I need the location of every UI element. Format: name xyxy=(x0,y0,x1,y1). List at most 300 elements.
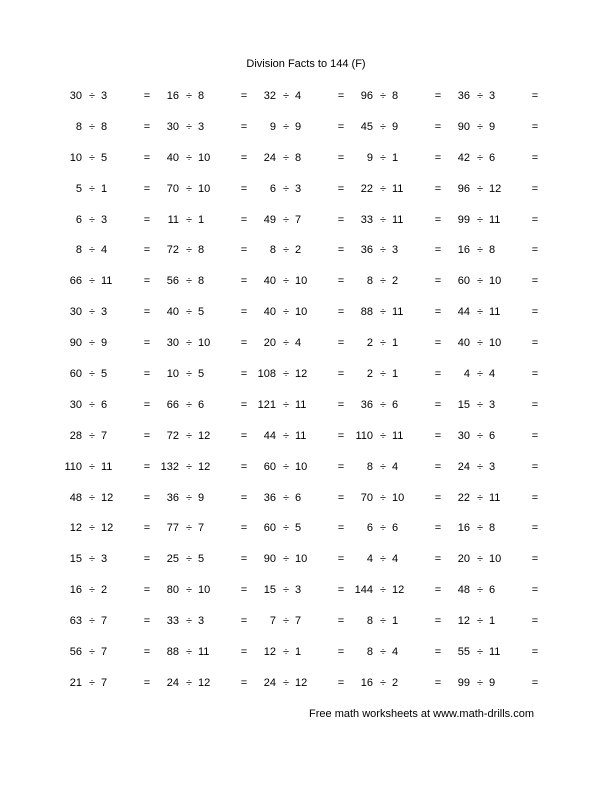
division-sign: ÷ xyxy=(185,646,193,659)
division-sign: ÷ xyxy=(185,182,193,195)
division-sign: ÷ xyxy=(282,213,290,226)
division-sign: ÷ xyxy=(88,584,96,597)
dividend: 24 xyxy=(457,460,470,473)
divisor: 10 xyxy=(392,491,405,504)
division-sign: ÷ xyxy=(88,491,96,504)
dividend: 40 xyxy=(166,151,179,164)
division-sign: ÷ xyxy=(476,615,484,628)
division-sign: ÷ xyxy=(282,429,290,442)
division-sign: ÷ xyxy=(476,460,484,473)
equals-sign: = xyxy=(434,90,442,102)
equals-sign: = xyxy=(337,584,345,597)
dividend: 6 xyxy=(366,522,373,535)
divisor: 4 xyxy=(392,553,399,566)
divisor: 9 xyxy=(101,337,108,350)
problem-row xyxy=(0,397,612,428)
division-sign: ÷ xyxy=(476,676,484,689)
division-sign: ÷ xyxy=(88,676,96,689)
equals-sign: = xyxy=(143,460,151,473)
divisor: 12 xyxy=(295,676,308,689)
divisor: 11 xyxy=(489,306,501,319)
problem-row xyxy=(0,490,612,521)
division-sign: ÷ xyxy=(282,244,290,257)
equals-sign: = xyxy=(531,615,539,628)
dividend: 6 xyxy=(75,213,82,226)
divisor: 5 xyxy=(198,553,205,566)
equals-sign: = xyxy=(143,368,151,381)
equals-sign: = xyxy=(240,306,248,319)
dividend: 11 xyxy=(167,213,179,226)
equals-sign: = xyxy=(143,522,151,535)
equals-sign: = xyxy=(434,120,442,133)
equals-sign: = xyxy=(531,491,539,504)
dividend: 60 xyxy=(69,368,82,381)
equals-sign: = xyxy=(240,244,248,257)
division-sign: ÷ xyxy=(379,182,387,195)
dividend: 30 xyxy=(166,337,179,350)
division-sign: ÷ xyxy=(185,306,193,319)
divisor: 10 xyxy=(489,553,502,566)
division-sign: ÷ xyxy=(379,460,387,473)
dividend: 36 xyxy=(166,491,179,504)
division-sign: ÷ xyxy=(88,460,96,473)
dividend: 80 xyxy=(166,584,179,597)
divisor: 12 xyxy=(392,584,405,597)
equals-sign: = xyxy=(337,398,345,411)
divisor: 8 xyxy=(489,244,496,257)
dividend: 132 xyxy=(160,460,179,473)
division-sign: ÷ xyxy=(88,90,96,102)
equals-sign: = xyxy=(531,90,539,102)
footer-credit: Free math worksheets at www.math-drills.com xyxy=(309,708,534,720)
division-sign: ÷ xyxy=(88,213,96,226)
divisor: 3 xyxy=(295,182,302,195)
equals-sign: = xyxy=(337,213,345,226)
division-sign: ÷ xyxy=(476,182,484,195)
dividend: 60 xyxy=(263,522,276,535)
dividend: 12 xyxy=(263,646,276,659)
equals-sign: = xyxy=(531,213,539,226)
division-sign: ÷ xyxy=(379,337,387,350)
dividend: 9 xyxy=(269,120,276,133)
division-sign: ÷ xyxy=(185,244,193,257)
division-sign: ÷ xyxy=(476,120,484,133)
dividend: 40 xyxy=(457,337,470,350)
divisor: 12 xyxy=(198,429,211,442)
dividend: 40 xyxy=(263,306,276,319)
division-sign: ÷ xyxy=(476,491,484,504)
equals-sign: = xyxy=(531,398,539,411)
division-sign: ÷ xyxy=(282,676,290,689)
divisor: 12 xyxy=(198,676,211,689)
divisor: 1 xyxy=(489,615,496,628)
division-sign: ÷ xyxy=(282,615,290,628)
dividend: 20 xyxy=(457,553,470,566)
divisor: 6 xyxy=(489,151,496,164)
division-sign: ÷ xyxy=(88,337,96,350)
equals-sign: = xyxy=(143,337,151,350)
divisor: 6 xyxy=(489,429,496,442)
division-sign: ÷ xyxy=(88,182,96,195)
divisor: 4 xyxy=(489,368,496,381)
equals-sign: = xyxy=(531,151,539,164)
problem-row xyxy=(0,582,612,613)
dividend: 90 xyxy=(457,120,470,133)
divisor: 4 xyxy=(392,646,399,659)
problem-row xyxy=(0,366,612,397)
dividend: 60 xyxy=(263,460,276,473)
dividend: 2 xyxy=(366,337,373,350)
dividend: 7 xyxy=(269,615,276,628)
dividend: 90 xyxy=(263,553,276,566)
divisor: 6 xyxy=(295,491,302,504)
dividend: 121 xyxy=(257,398,276,411)
division-sign: ÷ xyxy=(88,522,96,535)
problem-row xyxy=(0,644,612,675)
dividend: 30 xyxy=(69,306,82,319)
division-sign: ÷ xyxy=(476,213,484,226)
divisor: 11 xyxy=(392,429,404,442)
division-sign: ÷ xyxy=(185,522,193,535)
equals-sign: = xyxy=(337,429,345,442)
dividend: 49 xyxy=(263,213,276,226)
division-sign: ÷ xyxy=(88,646,96,659)
problem-row xyxy=(0,212,612,243)
equals-sign: = xyxy=(434,398,442,411)
divisor: 10 xyxy=(295,275,308,288)
equals-sign: = xyxy=(531,646,539,659)
divisor: 3 xyxy=(101,90,108,102)
equals-sign: = xyxy=(531,429,539,442)
divisor: 2 xyxy=(392,676,399,689)
divisor: 9 xyxy=(489,120,496,133)
division-sign: ÷ xyxy=(282,368,290,381)
divisor: 12 xyxy=(489,182,502,195)
equals-sign: = xyxy=(240,213,248,226)
problem-row xyxy=(0,675,612,706)
dividend: 8 xyxy=(269,244,276,257)
problem-row xyxy=(0,335,612,366)
divisor: 10 xyxy=(198,151,211,164)
dividend: 96 xyxy=(360,90,373,102)
dividend: 8 xyxy=(75,244,82,257)
divisor: 2 xyxy=(295,244,302,257)
equals-sign: = xyxy=(531,182,539,195)
division-sign: ÷ xyxy=(379,584,387,597)
equals-sign: = xyxy=(434,676,442,689)
divisor: 3 xyxy=(489,90,496,102)
dividend: 48 xyxy=(69,491,82,504)
dividend: 48 xyxy=(457,584,470,597)
division-sign: ÷ xyxy=(379,522,387,535)
equals-sign: = xyxy=(337,120,345,133)
equals-sign: = xyxy=(143,429,151,442)
equals-sign: = xyxy=(531,120,539,133)
equals-sign: = xyxy=(240,460,248,473)
equals-sign: = xyxy=(143,491,151,504)
division-sign: ÷ xyxy=(185,584,193,597)
dividend: 32 xyxy=(263,90,276,102)
equals-sign: = xyxy=(240,615,248,628)
problem-row xyxy=(0,242,612,273)
division-sign: ÷ xyxy=(379,90,387,102)
problem-row xyxy=(0,181,612,212)
divisor: 4 xyxy=(101,244,108,257)
equals-sign: = xyxy=(337,90,345,102)
divisor: 10 xyxy=(295,553,308,566)
dividend: 4 xyxy=(463,368,470,381)
division-sign: ÷ xyxy=(379,213,387,226)
equals-sign: = xyxy=(240,120,248,133)
dividend: 16 xyxy=(457,244,470,257)
division-sign: ÷ xyxy=(88,151,96,164)
equals-sign: = xyxy=(240,553,248,566)
equals-sign: = xyxy=(434,460,442,473)
division-sign: ÷ xyxy=(476,646,484,659)
equals-sign: = xyxy=(337,676,345,689)
dividend: 36 xyxy=(360,398,373,411)
divisor: 9 xyxy=(295,120,302,133)
divisor: 5 xyxy=(101,368,108,381)
divisor: 3 xyxy=(101,213,108,226)
division-sign: ÷ xyxy=(476,90,484,102)
division-sign: ÷ xyxy=(185,213,193,226)
dividend: 44 xyxy=(457,306,470,319)
equals-sign: = xyxy=(434,337,442,350)
dividend: 33 xyxy=(360,213,373,226)
dividend: 70 xyxy=(166,182,179,195)
divisor: 7 xyxy=(295,213,302,226)
dividend: 16 xyxy=(166,90,179,102)
equals-sign: = xyxy=(434,306,442,319)
dividend: 10 xyxy=(166,368,179,381)
division-sign: ÷ xyxy=(185,90,193,102)
division-sign: ÷ xyxy=(185,151,193,164)
division-sign: ÷ xyxy=(282,337,290,350)
division-sign: ÷ xyxy=(282,151,290,164)
division-sign: ÷ xyxy=(379,491,387,504)
equals-sign: = xyxy=(143,213,151,226)
division-sign: ÷ xyxy=(282,553,290,566)
dividend: 16 xyxy=(69,584,82,597)
dividend: 99 xyxy=(457,213,470,226)
divisor: 5 xyxy=(198,306,205,319)
divisor: 8 xyxy=(198,275,205,288)
divisor: 3 xyxy=(489,460,496,473)
divisor: 3 xyxy=(101,306,108,319)
equals-sign: = xyxy=(434,491,442,504)
equals-sign: = xyxy=(531,244,539,257)
division-sign: ÷ xyxy=(282,275,290,288)
dividend: 99 xyxy=(457,676,470,689)
divisor: 11 xyxy=(392,182,404,195)
division-sign: ÷ xyxy=(185,429,193,442)
dividend: 90 xyxy=(69,337,82,350)
dividend: 72 xyxy=(166,244,179,257)
divisor: 7 xyxy=(101,429,108,442)
dividend: 96 xyxy=(457,182,470,195)
divisor: 1 xyxy=(101,182,108,195)
divisor: 12 xyxy=(198,460,211,473)
dividend: 108 xyxy=(257,368,276,381)
problem-row xyxy=(0,613,612,644)
divisor: 11 xyxy=(489,213,501,226)
equals-sign: = xyxy=(531,522,539,535)
dividend: 88 xyxy=(166,646,179,659)
division-sign: ÷ xyxy=(185,491,193,504)
divisor: 4 xyxy=(295,90,302,102)
equals-sign: = xyxy=(434,244,442,257)
equals-sign: = xyxy=(531,553,539,566)
divisor: 12 xyxy=(101,522,114,535)
divisor: 10 xyxy=(489,275,502,288)
divisor: 11 xyxy=(295,429,307,442)
divisor: 10 xyxy=(198,584,211,597)
division-sign: ÷ xyxy=(185,615,193,628)
division-sign: ÷ xyxy=(476,398,484,411)
equals-sign: = xyxy=(143,398,151,411)
equals-sign: = xyxy=(337,491,345,504)
equals-sign: = xyxy=(434,615,442,628)
equals-sign: = xyxy=(143,90,151,102)
problem-grid xyxy=(0,88,612,706)
division-sign: ÷ xyxy=(282,460,290,473)
dividend: 30 xyxy=(457,429,470,442)
divisor: 2 xyxy=(101,584,108,597)
division-sign: ÷ xyxy=(282,522,290,535)
division-sign: ÷ xyxy=(379,244,387,257)
divisor: 10 xyxy=(295,306,308,319)
division-sign: ÷ xyxy=(379,553,387,566)
divisor: 6 xyxy=(198,398,205,411)
division-sign: ÷ xyxy=(476,275,484,288)
dividend: 8 xyxy=(366,646,373,659)
equals-sign: = xyxy=(531,584,539,597)
equals-sign: = xyxy=(240,275,248,288)
division-sign: ÷ xyxy=(379,306,387,319)
divisor: 10 xyxy=(198,337,211,350)
equals-sign: = xyxy=(434,429,442,442)
equals-sign: = xyxy=(531,676,539,689)
equals-sign: = xyxy=(531,275,539,288)
division-sign: ÷ xyxy=(185,337,193,350)
divisor: 11 xyxy=(489,646,501,659)
equals-sign: = xyxy=(337,522,345,535)
equals-sign: = xyxy=(531,306,539,319)
division-sign: ÷ xyxy=(88,553,96,566)
dividend: 10 xyxy=(69,151,82,164)
problem-row xyxy=(0,520,612,551)
dividend: 70 xyxy=(360,491,373,504)
division-sign: ÷ xyxy=(476,522,484,535)
equals-sign: = xyxy=(337,182,345,195)
divisor: 2 xyxy=(392,275,399,288)
division-sign: ÷ xyxy=(88,429,96,442)
divisor: 10 xyxy=(295,460,308,473)
dividend: 8 xyxy=(366,615,373,628)
dividend: 60 xyxy=(457,275,470,288)
dividend: 63 xyxy=(69,615,82,628)
divisor: 10 xyxy=(198,182,211,195)
dividend: 56 xyxy=(166,275,179,288)
division-sign: ÷ xyxy=(185,368,193,381)
divisor: 7 xyxy=(198,522,205,535)
divisor: 1 xyxy=(198,213,205,226)
division-sign: ÷ xyxy=(379,676,387,689)
division-sign: ÷ xyxy=(476,337,484,350)
division-sign: ÷ xyxy=(185,398,193,411)
dividend: 15 xyxy=(69,553,82,566)
divisor: 12 xyxy=(101,491,114,504)
dividend: 25 xyxy=(166,553,179,566)
equals-sign: = xyxy=(337,244,345,257)
division-sign: ÷ xyxy=(379,275,387,288)
equals-sign: = xyxy=(143,584,151,597)
dividend: 8 xyxy=(366,275,373,288)
division-sign: ÷ xyxy=(282,491,290,504)
dividend: 24 xyxy=(263,676,276,689)
equals-sign: = xyxy=(434,646,442,659)
problem-row xyxy=(0,304,612,335)
dividend: 2 xyxy=(366,368,373,381)
division-sign: ÷ xyxy=(88,398,96,411)
dividend: 12 xyxy=(69,522,82,535)
division-sign: ÷ xyxy=(379,429,387,442)
equals-sign: = xyxy=(337,306,345,319)
equals-sign: = xyxy=(337,553,345,566)
division-sign: ÷ xyxy=(379,151,387,164)
division-sign: ÷ xyxy=(282,90,290,102)
division-sign: ÷ xyxy=(88,615,96,628)
division-sign: ÷ xyxy=(379,646,387,659)
division-sign: ÷ xyxy=(476,584,484,597)
equals-sign: = xyxy=(240,90,248,102)
divisor: 9 xyxy=(489,676,496,689)
divisor: 11 xyxy=(489,491,501,504)
dividend: 24 xyxy=(166,676,179,689)
equals-sign: = xyxy=(531,337,539,350)
divisor: 8 xyxy=(198,90,205,102)
equals-sign: = xyxy=(240,398,248,411)
problem-row xyxy=(0,88,612,119)
equals-sign: = xyxy=(337,151,345,164)
division-sign: ÷ xyxy=(379,615,387,628)
divisor: 10 xyxy=(489,337,502,350)
divisor: 5 xyxy=(101,151,108,164)
division-sign: ÷ xyxy=(185,676,193,689)
divisor: 3 xyxy=(392,244,399,257)
dividend: 4 xyxy=(366,553,373,566)
divisor: 1 xyxy=(392,337,399,350)
division-sign: ÷ xyxy=(88,306,96,319)
equals-sign: = xyxy=(143,275,151,288)
divisor: 8 xyxy=(295,151,302,164)
division-sign: ÷ xyxy=(88,368,96,381)
dividend: 33 xyxy=(166,615,179,628)
dividend: 24 xyxy=(263,151,276,164)
equals-sign: = xyxy=(143,182,151,195)
equals-sign: = xyxy=(531,368,539,381)
worksheet-title: Division Facts to 144 (F) xyxy=(246,58,366,70)
divisor: 6 xyxy=(489,584,496,597)
divisor: 11 xyxy=(392,213,404,226)
divisor: 3 xyxy=(295,584,302,597)
division-sign: ÷ xyxy=(282,584,290,597)
divisor: 7 xyxy=(295,615,302,628)
divisor: 7 xyxy=(101,646,108,659)
dividend: 28 xyxy=(69,429,82,442)
divisor: 8 xyxy=(198,244,205,257)
